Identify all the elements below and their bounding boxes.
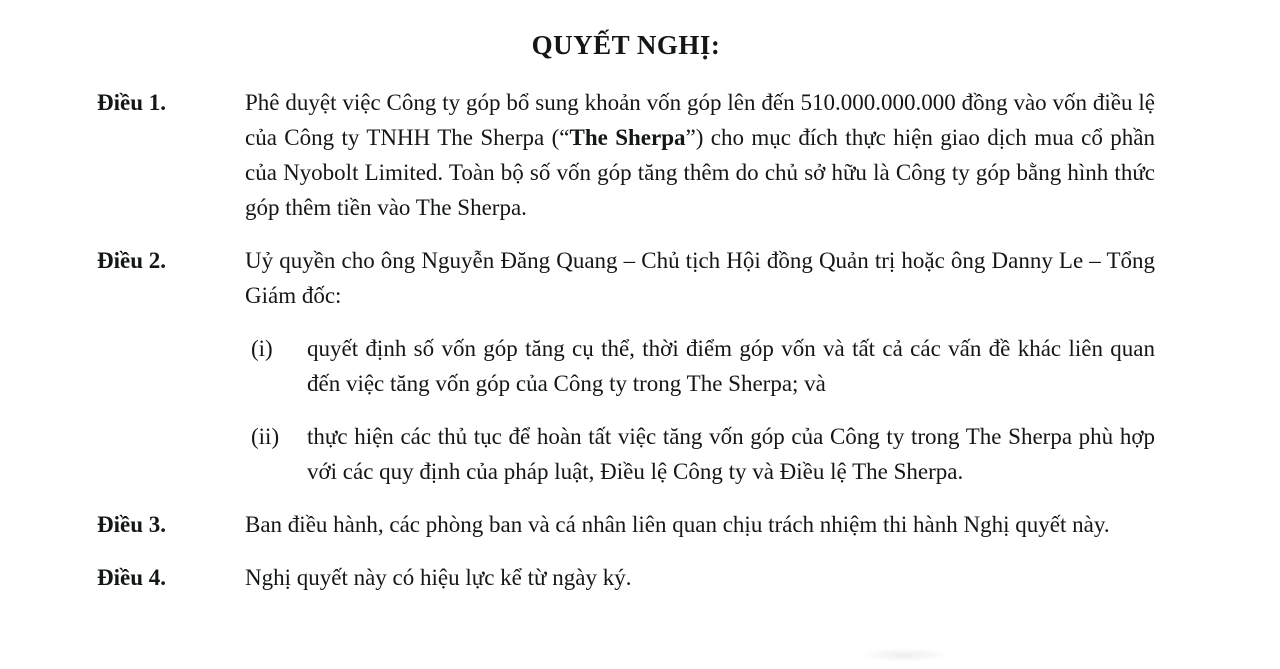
- article-content: [245, 560, 1155, 613]
- article-paragraph: [245, 560, 1155, 595]
- article-label: Điều 1.: [97, 90, 166, 115]
- subitem-text: [307, 331, 1155, 401]
- article-row: [97, 560, 1155, 613]
- text-run: ”) cho mục đích thực hiện giao dịch mua cổ phần của Nyobolt Limited. Toàn bộ số vốn góp tăng thêm do chủ sở hữu là Công ty góp bằng hình thức góp thêm tiền vào The Sherpa.: [245, 125, 1155, 220]
- document-title: QUYẾT NGHỊ:: [531, 30, 721, 60]
- text-run: Nghị quyết này có hiệu lực kể từ ngày ký.: [245, 565, 632, 590]
- article-paragraph: [245, 507, 1155, 542]
- article-content: [245, 85, 1155, 243]
- articles-container: [97, 85, 1155, 613]
- text-run: Ban điều hành, các phòng ban và cá nhân liên quan chịu trách nhiệm thi hành Nghị quyết này.: [245, 512, 1110, 537]
- text-run: Uỷ quyền cho ông Nguyễn Đăng Quang – Chủ tịch Hội đồng Quản trị hoặc ông Danny Le – Tổng Giám đốc:: [245, 248, 1155, 308]
- article-paragraph: [245, 85, 1155, 225]
- text-run: Phê duyệt việc Công ty góp bổ sung khoản vốn góp lên đến 510.000.000.000 đồng vào vốn điều lệ của Công ty TNHH The Sherpa (“: [245, 90, 1155, 150]
- article-paragraph: [245, 243, 1155, 313]
- article-label: Điều 4.: [97, 565, 166, 590]
- article-content: [245, 507, 1155, 560]
- article-content: [245, 243, 1155, 507]
- subitem-marker: (i): [251, 336, 273, 361]
- article-label: Điều 3.: [97, 512, 166, 537]
- text-run: The Sherpa: [569, 125, 686, 150]
- article-row: [97, 243, 1155, 507]
- text-run: quyết định số vốn góp tăng cụ thể, thời điểm góp vốn và tất cả các vấn đề khác liên quan đến việc tăng vốn góp của Công ty trong The Sherpa; và: [307, 336, 1155, 396]
- scan-smudge-artifact: [860, 648, 950, 662]
- subitem-marker: (ii): [251, 424, 280, 449]
- article-row: [97, 507, 1155, 560]
- subitem-text: [307, 419, 1155, 489]
- text-run: thực hiện các thủ tục để hoàn tất việc tăng vốn góp của Công ty trong The Sherpa phù hợp với các quy định của pháp luật, Điều lệ Công ty và Điều lệ The Sherpa.: [307, 424, 1155, 484]
- article-subitem: [245, 331, 1155, 401]
- article-row: [97, 85, 1155, 243]
- article-label: Điều 2.: [97, 248, 166, 273]
- article-subitem: [245, 419, 1155, 489]
